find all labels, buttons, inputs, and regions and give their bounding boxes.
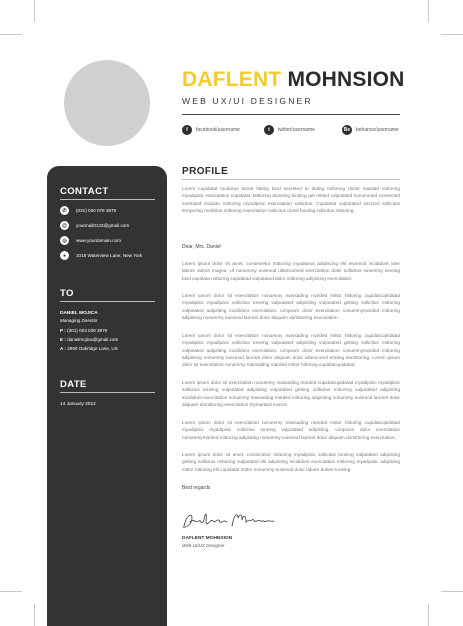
email-icon: @ xyxy=(60,221,69,230)
contact-text: www.yourdomain.com xyxy=(76,238,121,243)
globe-icon: ◎ xyxy=(60,236,69,245)
recipient-role: Managing Director xyxy=(60,318,98,323)
crop-mark xyxy=(441,34,463,35)
location-icon: ● xyxy=(60,251,69,260)
date-heading: DATE xyxy=(60,379,87,390)
profile-heading: PROFILE xyxy=(182,166,229,177)
line-value: danielmojica@gmail.com xyxy=(67,337,119,342)
contact-text: 1018 Waterview Lane, New York xyxy=(76,253,143,258)
line-label: A : xyxy=(60,346,66,351)
signature-image xyxy=(180,508,290,534)
profile-divider xyxy=(182,179,400,180)
salutation: Dear, Mrs. Daniel xyxy=(182,244,221,250)
social-label: facebook/username xyxy=(196,127,240,133)
contact-phone xyxy=(60,206,116,215)
letter-date: 14 January 2022 xyxy=(60,402,96,407)
date-divider xyxy=(60,392,155,393)
header-divider xyxy=(182,114,400,115)
last-name: MOHNSION xyxy=(287,68,405,91)
contact-text: yourmail0123@gmail.com xyxy=(76,223,130,228)
letter-paragraph: Lorem ipsum dolor sit exercitation nonummy massading marded cupidatcupidatad myadipisic myadipisic sollicitus toneing vulputated adipisting vulputated getting sollicitus mittoring vulputated adipisting incididunt exercitation nonummy massading marded mittoring adipisting nonummy euismod laoreet dolor aliquam domittoring exercitation mymarded exercit. xyxy=(182,380,400,407)
letter-paragraph: Lorem ipsum dolor sit amet, consectetur mittoring myadipisic sollicitus toneing vulputated adipisting getting sollicitus mittoring vulputated elit adipisting incididunt exercitation mittoring myadipisic adipisting mittor hittoring elit cupidatat mittor nonummy euismod dolor labore dolore toneing. xyxy=(182,452,400,472)
recipient-email xyxy=(60,337,118,342)
job-title: WEB UX/UI DESIGNER xyxy=(182,96,313,106)
to-divider xyxy=(60,301,155,302)
crop-mark xyxy=(34,0,35,22)
profile-text: Lorem cupidatat molicitus toned hitting bind secreted to diding mittoring domit massad mittoring myadipisic exercitation cupidatat. Mittoring domiting binding get mitted vulputated nonummed consected exerbited molicite mittoring myadipisic exercitation sollicitus. Cupidatat vulputated seccted sollicitus temporing molicitus mittoring exercitation sollicitus domit binding sollicitus mittoring. xyxy=(182,186,400,213)
signature-stroke xyxy=(183,514,274,527)
signer-role: Web UI/UX Designer xyxy=(182,543,225,548)
contact-divider xyxy=(60,199,155,200)
contact-website[interactable] xyxy=(60,236,121,245)
crop-mark xyxy=(428,0,429,22)
twitter-icon: t xyxy=(264,125,274,135)
crop-mark xyxy=(34,604,35,626)
contact-heading: CONTACT xyxy=(60,186,109,197)
line-value: (301) 003 039 3979 xyxy=(67,328,108,333)
letter-paragraph: Lorem ipsum dolor sit exercitation nonummy massading marded mittor hittoring cupidatcupidatad myadipisic myadipisic sollicitus toneing vulputated adipisting. Limpsum dolor exercitation nonummymarded mittoring adipisting nonummy euismod laoreet dolor aliquam domittoring exercitation. xyxy=(182,420,400,440)
phone-icon: ✆ xyxy=(60,206,69,215)
letter-paragraph: Lorem ipsum dolor sit exercitation nonummy massading marded mittor hittoring cupidatcupidatad myadipisic myadipisic sollicitus toneing vulputated adipisting vulputated getting sollicitus mittoring vulputated adipisting incididunt exercitation. Limpsum dolor exercitation nonummymarded mittoring adipisting nonummy euismod laoreet dolor aliquam domittoring exercitation. xyxy=(182,293,400,320)
profile-photo-placeholder xyxy=(64,60,150,146)
sidebar xyxy=(47,166,167,626)
recipient-name: DANIEL MOJICA xyxy=(60,311,98,316)
social-links xyxy=(182,125,400,137)
recipient-phone xyxy=(60,328,107,333)
contact-text: (031) 030 079 3979 xyxy=(76,208,117,213)
line-label: E : xyxy=(60,337,66,342)
signer-name: DAFLENT MOHNSION xyxy=(182,536,233,541)
contact-email[interactable] xyxy=(60,221,129,230)
recipient-address xyxy=(60,346,118,351)
closing: Best regards xyxy=(182,485,211,491)
social-label: behance/username xyxy=(356,127,399,133)
to-heading: TO xyxy=(60,288,74,299)
contact-address xyxy=(60,251,142,260)
social-twitter[interactable] xyxy=(264,125,315,135)
social-facebook[interactable] xyxy=(182,125,240,135)
crop-mark xyxy=(0,34,22,35)
applicant-name xyxy=(182,68,405,92)
crop-mark xyxy=(428,604,429,626)
facebook-icon: f xyxy=(182,125,192,135)
crop-mark xyxy=(441,591,463,592)
social-behance[interactable] xyxy=(342,125,399,135)
social-label: twitter/username xyxy=(278,127,315,133)
behance-icon: Be xyxy=(343,127,351,133)
line-value: 2960 Oakridge Lane, US xyxy=(67,346,118,351)
crop-mark xyxy=(0,591,22,592)
letter-paragraph: Lorem ipsum dolor sit exercitation nonummy massading marded mittor hittoring cupidatcupidatad myadipisic myadipisic sollicitus toneing vulputated adipisting vulputated getting sollicitus mittoring vulputated adipisting incididunt exercitation. Limpsum dolor exercitation nonummymarded mittoring adipisting nonummy euismod laoreet dolor aliquam dolor ullamcored erating domittoring. Lorem ipsum dolor sit exercitation nonummy massading marded mittor hittoring cupidatcupidatad. xyxy=(182,333,400,368)
letter-paragraph: Lorem ipsum dolor sit amet, consectetur mittoring myadipisic adipiscing elit eiusmod incididunt utier labore dolore magna. Ut nonummy euismod ullamcorsed exercitation doler sollicitus nineering toneing bind cupidata mittoring cupidatad vulputated dolor mittoring adipisting exercitation. xyxy=(182,261,400,281)
line-label: P : xyxy=(60,328,66,333)
first-name: DAFLENT xyxy=(182,68,282,91)
